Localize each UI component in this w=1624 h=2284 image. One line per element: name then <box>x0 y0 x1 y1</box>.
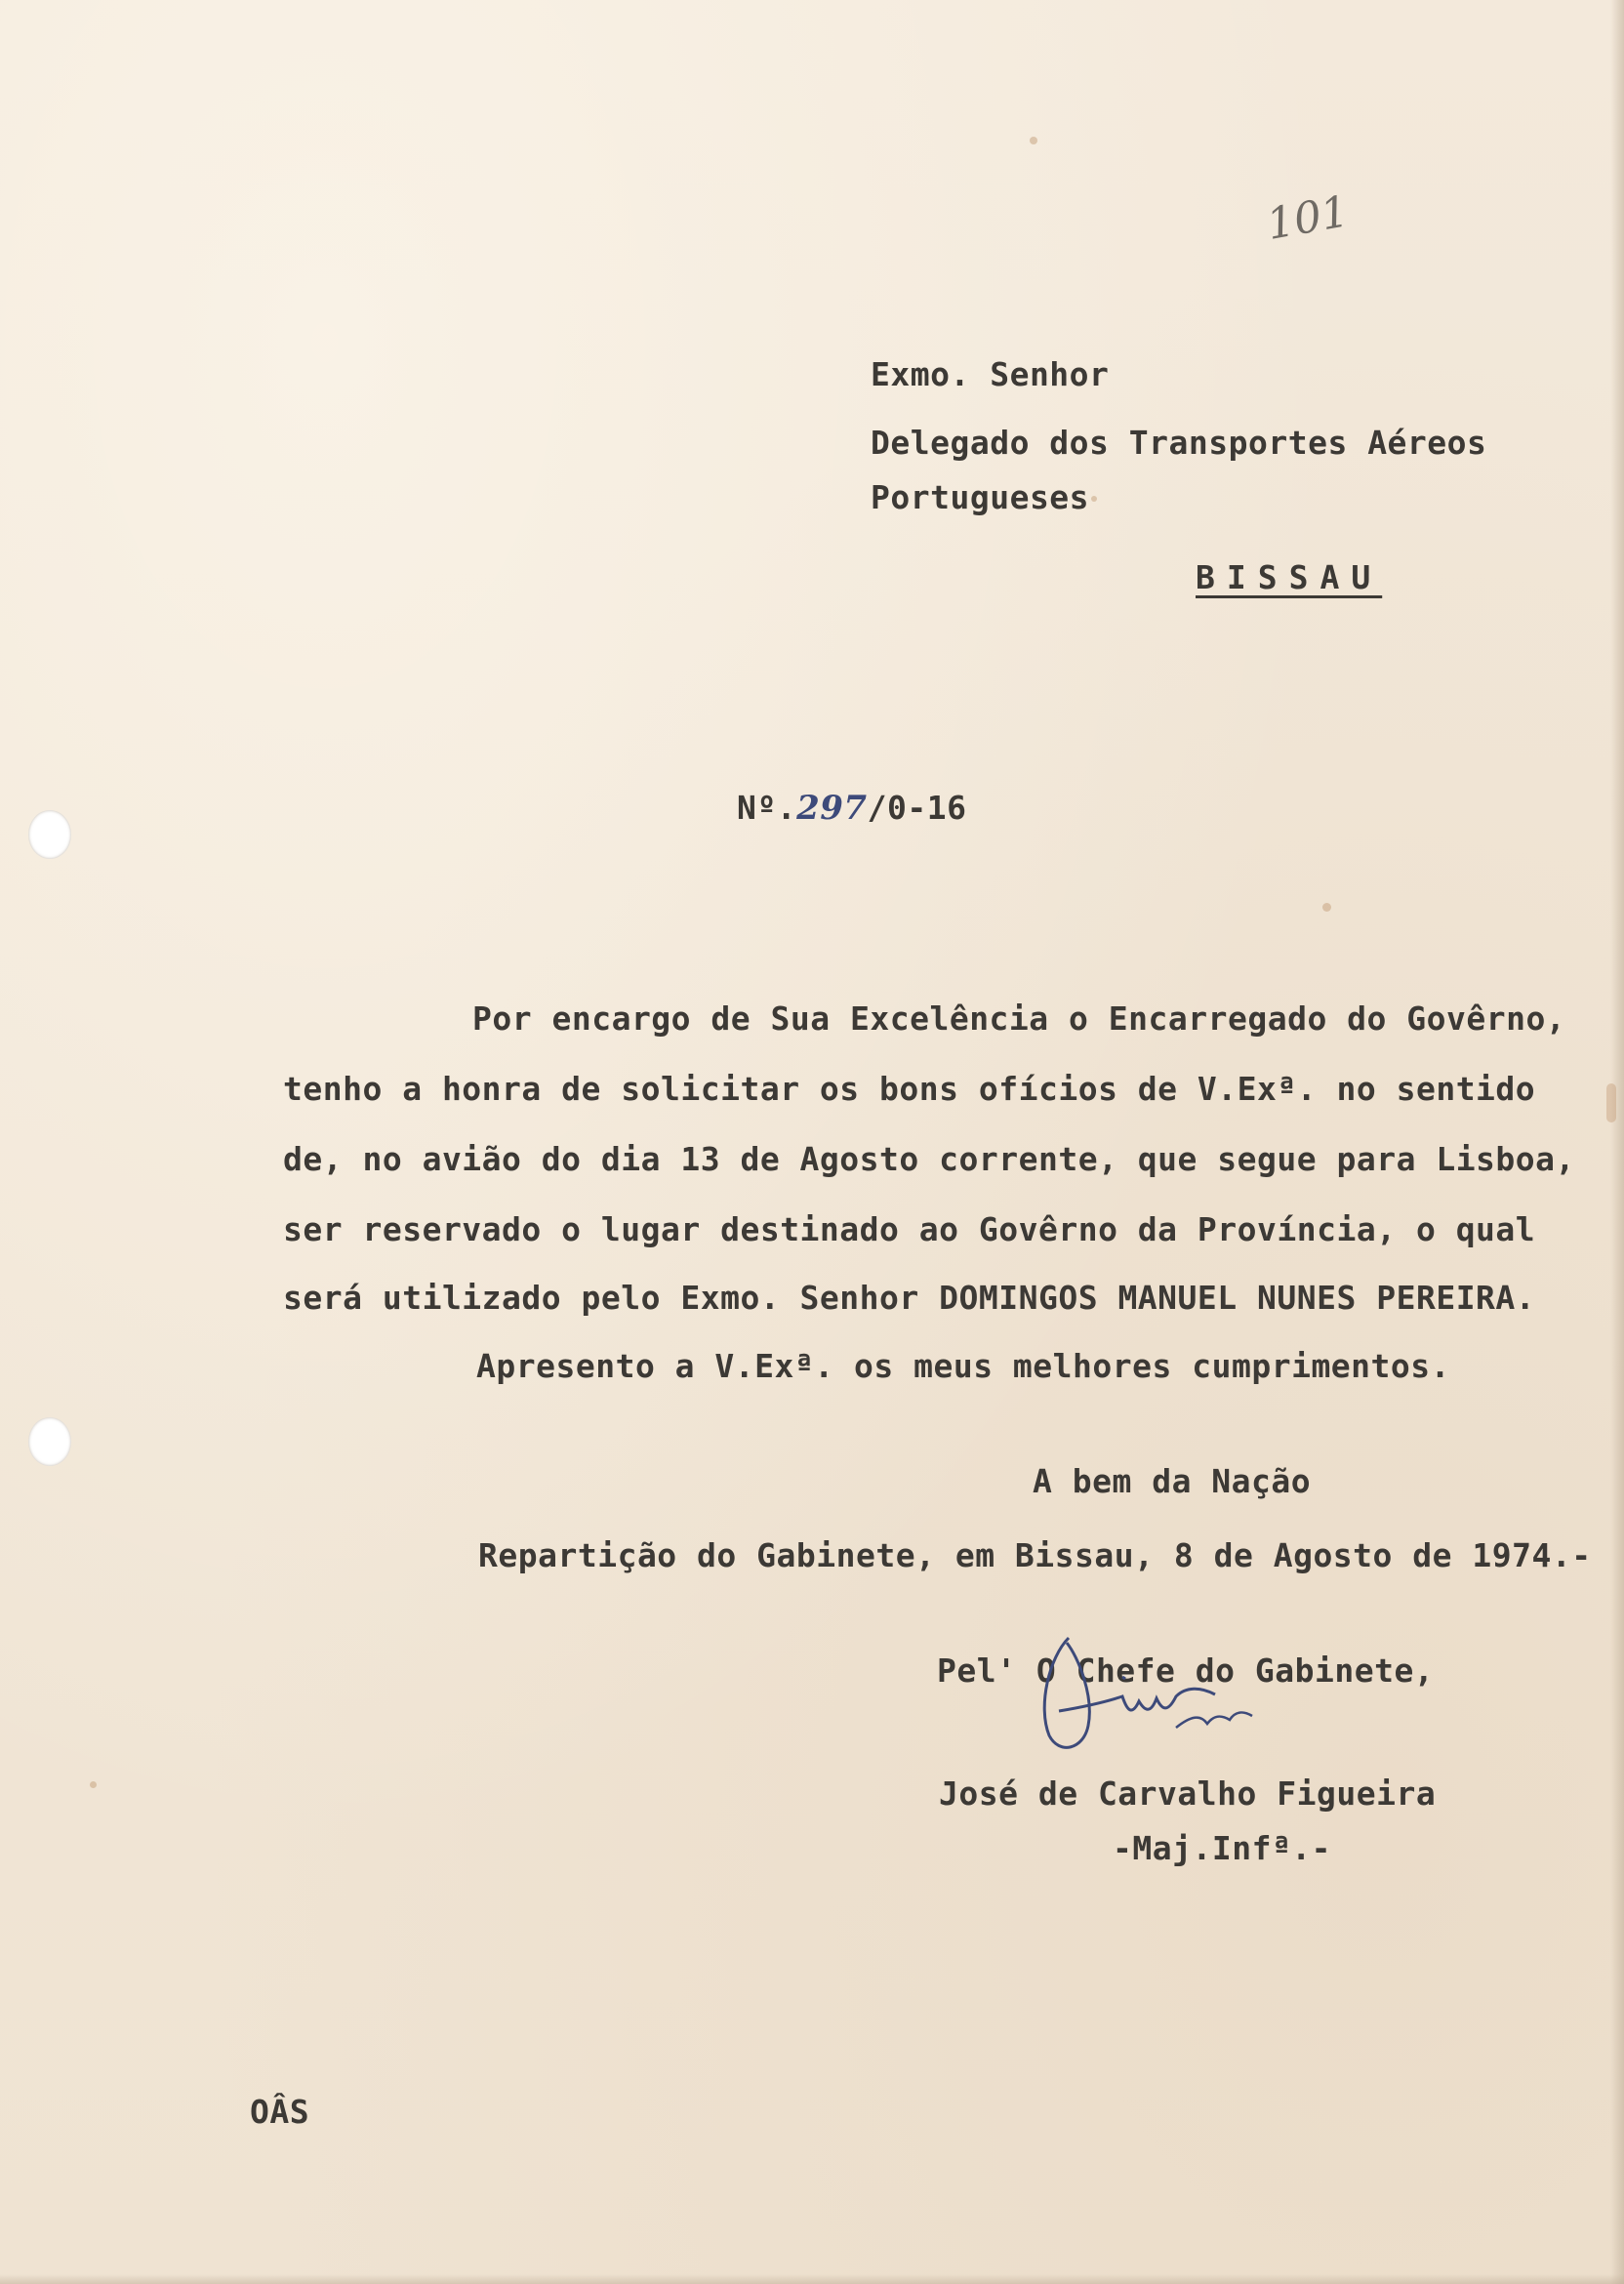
closing-formula: A bem da Nação <box>1033 1462 1312 1500</box>
paper-spot <box>1322 903 1331 912</box>
place-and-date: Repartição do Gabinete, em Bissau, 8 de Agosto de 1974.- <box>478 1536 1592 1574</box>
paper-edge-right <box>1610 0 1624 2284</box>
signatory-on-behalf: Pel' O Chefe do Gabinete, <box>937 1652 1435 1690</box>
typist-initials: OÂS <box>250 2093 310 2131</box>
body-line-1: Por encargo de Sua Excelência o Encarregado do Govêrno, <box>472 999 1566 1038</box>
punch-hole-bottom <box>28 1417 71 1466</box>
body-line-3: de, no avião do dia 13 de Agosto corrente, que segue para Lisboa, <box>283 1140 1575 1178</box>
paper-spot <box>90 1781 97 1788</box>
body-line-4: ser reservado o lugar destinado ao Govêrno da Província, o qual <box>283 1210 1536 1248</box>
signatory-rank: -Maj.Infª.- <box>1113 1829 1332 1867</box>
reference-handwritten-number: 297 <box>796 789 868 828</box>
handwritten-signature <box>1030 1618 1283 1774</box>
paper-spot <box>1091 496 1097 502</box>
paper-edge-bottom <box>0 2274 1624 2284</box>
addressee-city: BISSAU <box>1196 558 1383 596</box>
body-line-2: tenho a honra de solicitar os bons ofícios de V.Exª. no sentido <box>283 1070 1536 1108</box>
signatory-name: José de Carvalho Figueira <box>939 1774 1437 1813</box>
punch-hole-top <box>28 810 71 859</box>
addressee-title-line2: Portugueses <box>871 478 1090 516</box>
paper-spot <box>1606 1083 1616 1122</box>
handwritten-page-number: 101 <box>1263 186 1353 250</box>
addressee-salutation: Exmo. Senhor <box>871 355 1110 393</box>
closing-sentence: Apresento a V.Exª. os meus melhores cumprimentos. <box>476 1347 1451 1385</box>
reference-prefix: Nº. <box>737 789 797 827</box>
addressee-title-line1: Delegado dos Transportes Aéreos <box>871 424 1487 462</box>
reference-number <box>737 789 966 828</box>
body-line-5: será utilizado pelo Exmo. Senhor DOMINGOS MANUEL NUNES PEREIRA. <box>283 1279 1536 1317</box>
reference-suffix: /0-16 <box>867 789 967 827</box>
paper-spot <box>1030 137 1037 144</box>
